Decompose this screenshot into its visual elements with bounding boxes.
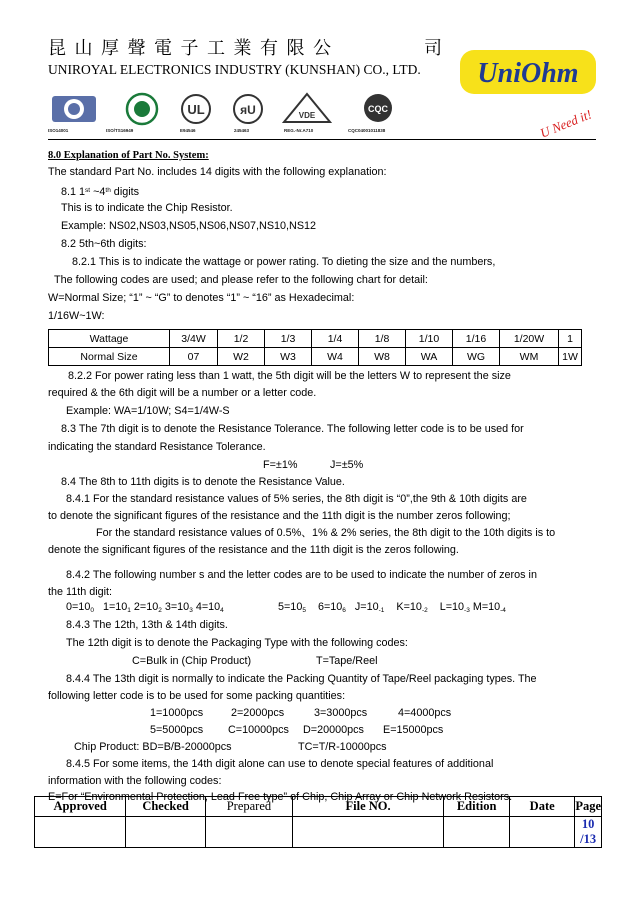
cert-caption: CQC04001011838 bbox=[348, 128, 386, 133]
table-cell: 1/8 bbox=[359, 330, 406, 348]
cert-caption: 245463 bbox=[234, 128, 250, 133]
section-8-4-5-c: E=For “Environmental Protection, Lead Free type” of Chip, Chip Array or Chip Network Resistors. bbox=[48, 791, 513, 803]
company-english-name: UNIROYAL ELECTRONICS INDUSTRY (KUNSHAN) CO., LTD. bbox=[48, 62, 421, 77]
normal-size-note: W=Normal Size; “1” ~ “G” to denotes “1” ~ “16” as Hexadecimal: bbox=[48, 292, 355, 304]
section-8-4-1-c: For the standard resistance values of 0.5%、1% & 2% series, the 8th digit to the 10th digits is to bbox=[96, 527, 556, 539]
table-header: Checked bbox=[126, 797, 206, 817]
table-cell: 1/20W bbox=[500, 330, 559, 348]
section-8-4-2-a: 8.4.2 The following number s and the letter codes are to be used to indicate the number of zeros in bbox=[66, 569, 537, 581]
section-8-4-4-b: following letter code is to be used for some packing quantities: bbox=[48, 690, 346, 702]
table-cell: W3 bbox=[265, 348, 312, 366]
svg-text:UL: UL bbox=[187, 102, 205, 117]
table-row bbox=[35, 797, 602, 817]
section-8-4-4-a: 8.4.4 The 13th digit is normally to indicate the Packing Quantity of Tape/Reel packaging types. The bbox=[66, 673, 537, 685]
svg-text:VDE: VDE bbox=[298, 111, 316, 120]
section-8-3-b: indicating the standard Resistance Tolerance. bbox=[48, 441, 266, 453]
section-8-1: 8.1 1st ~4th digits bbox=[61, 186, 140, 198]
table-cell bbox=[510, 817, 575, 848]
zero-codes-group-1: $0=10_0$ $1=10_1$ $2=10_2$ $3=10_3$ $4=10_4$ bbox=[66, 601, 224, 614]
table-cell bbox=[126, 817, 206, 848]
table-cell: Normal Size bbox=[49, 348, 170, 366]
tolerance-f: F=±1% bbox=[263, 459, 298, 471]
section-8-3-a: 8.3 The 7th digit is to denote the Resistance Tolerance. The following letter code is to be used for bbox=[61, 423, 524, 435]
pack-code-c: C=Bulk in (Chip Product) bbox=[132, 655, 252, 667]
table-cell: 3/4W bbox=[170, 330, 218, 348]
table-cell: W8 bbox=[359, 348, 406, 366]
table-cell: W2 bbox=[218, 348, 265, 366]
qty-code: 4=4000pcs bbox=[398, 707, 452, 719]
table-cell bbox=[205, 817, 292, 848]
table-cell: 1W bbox=[559, 348, 582, 366]
pack-code-t: T=Tape/Reel bbox=[316, 655, 378, 667]
table-cell: 07 bbox=[170, 348, 218, 366]
table-header: Edition bbox=[444, 797, 510, 817]
table-cell: 1/2 bbox=[218, 330, 265, 348]
cert-caption: ISO14001 bbox=[48, 128, 69, 133]
cert-caption: ISO/TS16949 bbox=[106, 128, 134, 133]
section-8-4-3-b: The 12th digit is to denote the Packaging Type with the following codes: bbox=[66, 637, 408, 649]
svg-text:ᴙU: ᴙU bbox=[240, 103, 256, 117]
tolerance-j: J=±5% bbox=[330, 459, 364, 471]
qty-code: E=15000pcs bbox=[383, 724, 444, 736]
chip-product-bd: Chip Product: BD=B/B-20000pcs bbox=[74, 741, 232, 753]
section-8-4-1-d: denote the significant figures of the resistance and the 11th digit is the zeros following. bbox=[48, 544, 459, 556]
table-header: Page bbox=[575, 797, 602, 817]
svg-text:UniOhm: UniOhm bbox=[477, 58, 579, 89]
table-header: Approved bbox=[35, 797, 126, 817]
table-cell: WG bbox=[453, 348, 500, 366]
table-cell: W4 bbox=[312, 348, 359, 366]
section-8-4-2-b: the 11th digit: bbox=[48, 586, 113, 598]
section-8-1-example: Example: NS02,NS03,NS05,NS06,NS07,NS10,NS12 bbox=[61, 220, 317, 232]
wattage-table bbox=[48, 329, 582, 366]
qty-code: 3=3000pcs bbox=[314, 707, 368, 719]
section-8-4-1-b: to denote the significant figures of the resistance and the 11th digit is the number zeros following; bbox=[48, 510, 511, 522]
section-8-2: 8.2 5th~6th digits: bbox=[61, 238, 147, 250]
table-cell bbox=[444, 817, 510, 848]
header-divider bbox=[48, 139, 596, 140]
table-cell bbox=[35, 817, 126, 848]
company-chinese-name: 昆 山 厚 聲 電 子 工 業 有 限 公 司 bbox=[48, 38, 444, 58]
wattage-range: 1/16W~1W: bbox=[48, 310, 105, 322]
section-8-4-5-a: 8.4.5 For some items, the 14th digit alone can use to denote special features of additional bbox=[66, 758, 494, 770]
section-8-1-desc: This is to indicate the Chip Resistor. bbox=[61, 202, 233, 214]
table-cell: 1/4 bbox=[312, 330, 359, 348]
table-row bbox=[49, 348, 582, 366]
cert-caption: E94546 bbox=[180, 128, 196, 133]
approval-table bbox=[34, 796, 602, 848]
section-8-2-2-example: Example: WA=1/10W; S4=1/4W-S bbox=[66, 405, 230, 417]
section-8-2-2-b: required & the 6th digit will be a number or a letter code. bbox=[48, 387, 317, 399]
section-8-2-1: 8.2.1 This is to indicate the wattage or power rating. To dieting the size and the numbers, bbox=[72, 256, 496, 268]
zero-codes-group-2: $5=10_5$ $6=10_6$ $J=10_{-1}$ $K=10_{-2}$ $L=10_{-3}$ $M=10_{-4}$ bbox=[278, 601, 506, 614]
qty-code: 5=5000pcs bbox=[150, 724, 204, 736]
cert-caption: REG.-Nr.A710 bbox=[284, 128, 314, 133]
table-cell: 1/3 bbox=[265, 330, 312, 348]
section-8-4-5-b: information with the following codes: bbox=[48, 775, 222, 787]
page-number: 10 /13 bbox=[575, 817, 602, 848]
section-8-2-2-a: 8.2.2 For power rating less than 1 watt, the 5th digit will be the letters W to represent the size bbox=[68, 370, 511, 382]
qty-code: 1=1000pcs bbox=[150, 707, 204, 719]
certification-logos bbox=[48, 92, 420, 136]
qty-code: D=20000pcs bbox=[303, 724, 364, 736]
intro-text: The standard Part No. includes 14 digits with the following explanation: bbox=[48, 166, 387, 178]
section-8-4: 8.4 The 8th to 11th digits is to denote the Resistance Value. bbox=[61, 476, 345, 488]
uniohm-logo bbox=[458, 36, 598, 142]
svg-text:U Need it!: U Need it! bbox=[537, 106, 594, 141]
table-cell bbox=[292, 817, 443, 848]
section-8-2-1-b: The following codes are used; and please refer to the following chart for detail: bbox=[54, 274, 428, 286]
table-cell: WM bbox=[500, 348, 559, 366]
table-cell: 1 bbox=[559, 330, 582, 348]
table-cell: WA bbox=[406, 348, 453, 366]
table-header: File NO. bbox=[292, 797, 443, 817]
table-cell: 1/10 bbox=[406, 330, 453, 348]
table-header: Date bbox=[510, 797, 575, 817]
section-8-4-3: 8.4.3 The 12th, 13th & 14th digits. bbox=[66, 619, 228, 631]
table-header: Prepared bbox=[205, 797, 292, 817]
svg-text:CQC: CQC bbox=[368, 104, 388, 114]
qty-code: 2=2000pcs bbox=[231, 707, 285, 719]
table-row bbox=[49, 330, 582, 348]
section-8-4-1-a: 8.4.1 For the standard resistance values of 5% series, the 8th digit is “0”,the 9th & 10th digits are bbox=[66, 493, 527, 505]
table-cell: Wattage bbox=[49, 330, 170, 348]
section-title: 8.0 Explanation of Part No. System: bbox=[48, 150, 209, 161]
table-row bbox=[35, 817, 602, 848]
table-cell: 1/16 bbox=[453, 330, 500, 348]
chip-product-tc: TC=T/R-10000pcs bbox=[298, 741, 387, 753]
qty-code: C=10000pcs bbox=[228, 724, 289, 736]
